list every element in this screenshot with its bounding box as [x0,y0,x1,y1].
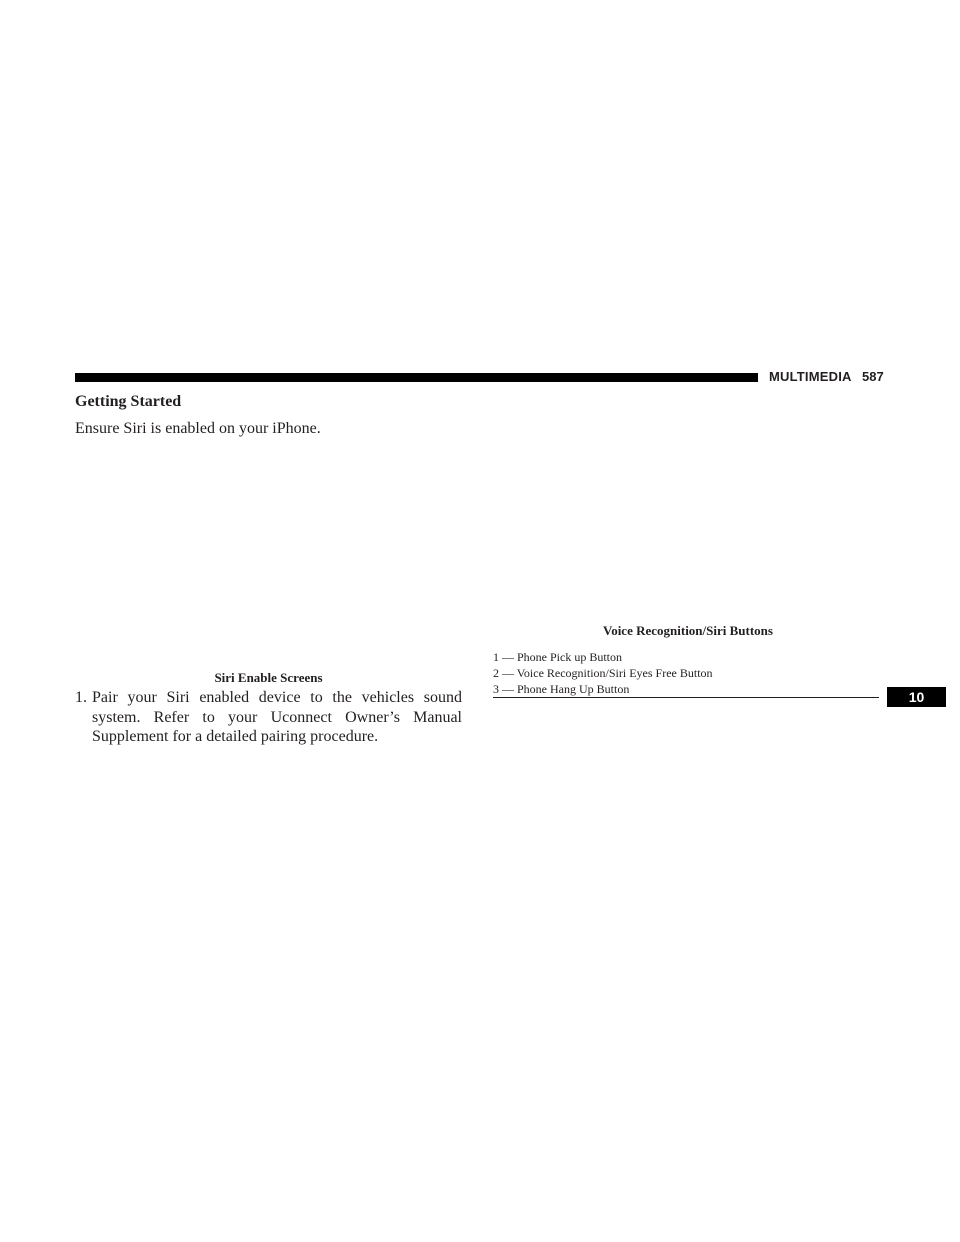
legend-item: 1 — Phone Pick up Button [493,650,623,664]
section-title: MULTIMEDIA [769,369,852,384]
step-line: Pair your Siri enabled device to the vehicles sound [92,689,462,706]
header-rule [75,373,758,382]
chapter-tab: 10 [887,687,946,707]
intro-paragraph: Ensure Siri is enabled on your iPhone. [75,420,321,437]
legend-item: 3 — Phone Hang Up Button [493,682,630,696]
legend-rule [493,697,879,698]
figure-caption-siri-screens: Siri Enable Screens [214,670,323,685]
figure-legend [493,649,886,697]
step-line: system. Refer to your Uconnect Owner’s Manual [92,708,462,726]
step-number: 1. [75,689,87,706]
legend-item: 2 — Voice Recognition/Siri Eyes Free Button [493,666,713,680]
page-number: 587 [862,369,884,384]
figure-caption-voice-buttons: Voice Recognition/Siri Buttons [603,623,773,638]
section-heading: Getting Started [75,393,182,410]
step-line: Supplement for a detailed pairing procedure. [92,728,379,745]
numbered-step [75,688,462,747]
